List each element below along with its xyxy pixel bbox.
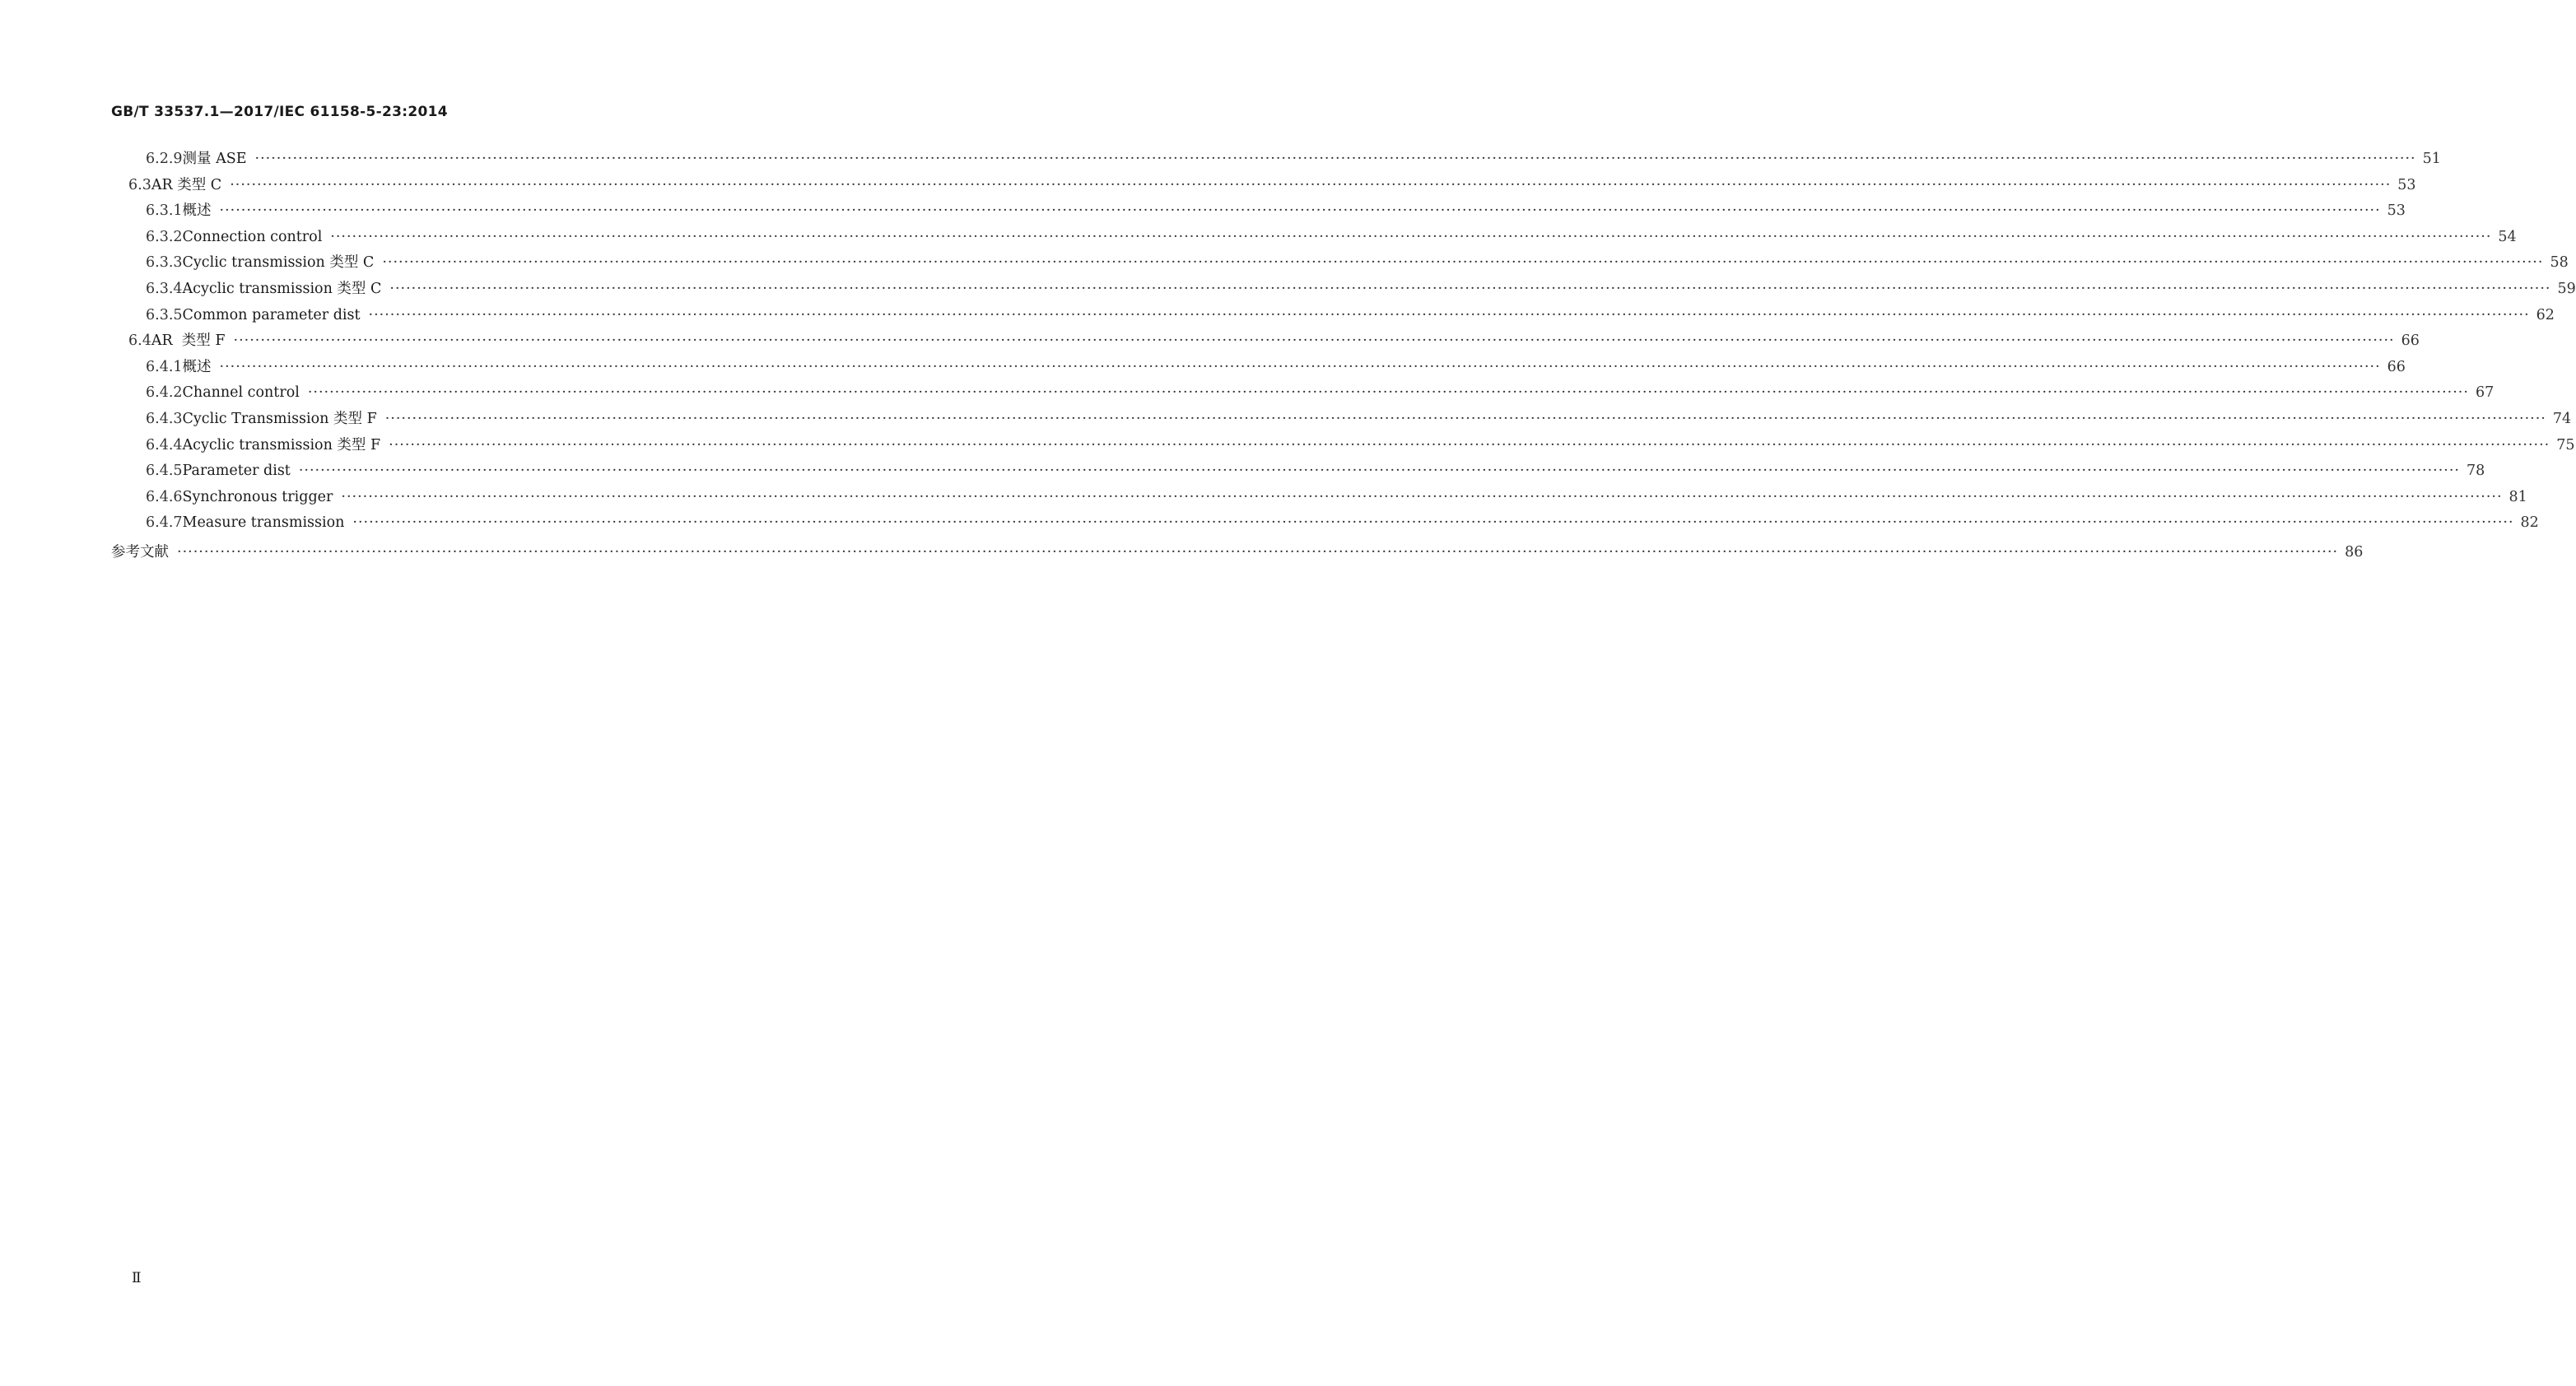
toc-entry-page: 51	[2422, 151, 2441, 167]
toc-entry-page: 66	[2401, 333, 2420, 350]
toc-entry-title: Synchronous trigger	[182, 488, 333, 505]
toc-leader-dots: ················································································································································································································································································································································································································	[254, 151, 2416, 167]
toc-entry-number: 6.4.3	[146, 410, 183, 427]
toc-entry-page: 74	[2552, 410, 2572, 427]
toc-leader-dots: ················································································································································································································································································································································································································	[389, 280, 2551, 297]
toc-entry-6-4-2[interactable]	[0, 380, 2494, 407]
toc-leader-dots: ················································································································································································································································································································································································································	[330, 228, 2492, 245]
toc-leader-dots: ················································································································································································································································································································································································································	[307, 384, 2469, 402]
toc-entry-title: Common parameter dist	[182, 306, 361, 323]
document-header: GB/T 33537.1—2017/IEC 61158-5-23:2014	[111, 104, 448, 120]
toc-entry-number: 6.4.1	[146, 358, 183, 375]
toc-entry-title: AR 类型 F	[151, 333, 226, 350]
page-number: Ⅱ	[132, 1270, 142, 1286]
toc-entry-6-4-3[interactable]	[0, 407, 2572, 433]
toc-leader-dots: ················································································································································································································································································································································································································	[341, 488, 2503, 505]
toc-entry-number: 6.3.2	[146, 228, 183, 245]
toc-entry-page: 54	[2498, 228, 2517, 245]
toc-entry-number: 6.3	[128, 176, 151, 193]
toc-leader-dots: ················································································································································································································································································································································································································	[298, 463, 2460, 480]
toc-entry-6-3-1[interactable]	[0, 198, 2406, 225]
toc-entry-number: 6.3.3	[146, 254, 183, 272]
toc-entry-page: 53	[2387, 202, 2406, 220]
toc-entry-title: Parameter dist	[182, 463, 291, 480]
toc-entry-number: 6.3.5	[146, 306, 183, 323]
toc-leader-dots: ················································································································································································································································································································································································································	[389, 436, 2550, 453]
toc-leader-dots: ················································································································································································································································································································································································································	[384, 410, 2546, 427]
toc-entry-page: 58	[2550, 254, 2569, 272]
toc-entry-6-3-3[interactable]	[0, 250, 2569, 277]
toc-entry-6-2-9[interactable]	[0, 147, 2441, 173]
toc-entry-title: AR 类型 C	[151, 176, 222, 193]
toc-entry-title: Channel control	[182, 384, 300, 402]
toc-entry-number: 6.4	[128, 333, 151, 350]
toc-entry-title: Acyclic transmission 类型 C	[182, 280, 382, 297]
toc-entry-title: 概述	[182, 202, 212, 220]
toc-entry-number: 6.4.2	[146, 384, 183, 402]
toc-entry-number: 6.2.9	[146, 151, 183, 167]
toc-entry-references[interactable]	[0, 540, 2364, 566]
toc-leader-dots: ················································································································································································································································································································································································································	[352, 514, 2514, 532]
toc-entry-page: 81	[2508, 488, 2527, 505]
toc-entry-page: 86	[2345, 543, 2364, 560]
toc-entry-title: 参考文献	[111, 543, 169, 560]
toc-entry-page: 53	[2397, 176, 2416, 193]
toc-entry-number: 6.4.5	[146, 463, 183, 480]
toc-entry-6-4[interactable]	[0, 328, 2420, 355]
toc-entry-6-4-6[interactable]	[0, 485, 2527, 511]
toc-entry-number: 6.4.6	[146, 488, 183, 505]
toc-entry-6-4-1[interactable]	[0, 355, 2406, 381]
toc-entry-6-3-2[interactable]	[0, 225, 2517, 251]
toc-entry-page: 59	[2557, 280, 2576, 297]
toc-leader-dots: ················································································································································································································································································································································································································	[233, 333, 2395, 350]
toc-entry-page: 66	[2387, 358, 2406, 375]
toc-entry-number: 6.3.1	[146, 202, 183, 220]
toc-entry-page: 82	[2520, 514, 2539, 532]
toc-leader-dots: ················································································································································································································································································································································································································	[368, 306, 2530, 323]
table-of-contents	[0, 147, 2576, 566]
toc-entry-title: Connection control	[182, 228, 323, 245]
toc-leader-dots: ················································································································································································································································································································································································································	[230, 176, 2392, 193]
toc-entry-title: Acyclic transmission 类型 F	[182, 436, 381, 453]
toc-entry-6-4-7[interactable]	[0, 510, 2539, 537]
toc-entry-number: 6.3.4	[146, 280, 183, 297]
toc-entry-number: 6.4.7	[146, 514, 183, 532]
toc-leader-dots: ················································································································································································································································································································································································································	[177, 543, 2339, 560]
toc-entry-page: 75	[2556, 436, 2575, 453]
toc-entry-page: 78	[2466, 463, 2485, 480]
toc-entry-6-3[interactable]	[0, 173, 2416, 199]
toc-entry-page: 62	[2536, 306, 2555, 323]
toc-leader-dots: ················································································································································································································································································································································································································	[219, 202, 2381, 220]
toc-leader-dots: ················································································································································································································································································································································································································	[382, 254, 2544, 272]
toc-entry-number: 6.4.4	[146, 436, 183, 453]
toc-entry-title: Cyclic transmission 类型 C	[182, 254, 375, 272]
toc-leader-dots: ················································································································································································································································································································································································································	[219, 358, 2381, 375]
toc-entry-6-3-4[interactable]	[0, 277, 2576, 303]
toc-entry-title: Measure transmission	[182, 514, 345, 532]
toc-entry-title: 概述	[182, 358, 212, 375]
toc-entry-page: 67	[2475, 384, 2494, 402]
toc-entry-6-4-5[interactable]	[0, 458, 2485, 485]
toc-entry-title: 测量 ASE	[182, 151, 247, 167]
toc-entry-6-4-4[interactable]	[0, 433, 2575, 459]
toc-entry-6-3-5[interactable]	[0, 303, 2555, 329]
toc-entry-title: Cyclic Transmission 类型 F	[182, 410, 377, 427]
